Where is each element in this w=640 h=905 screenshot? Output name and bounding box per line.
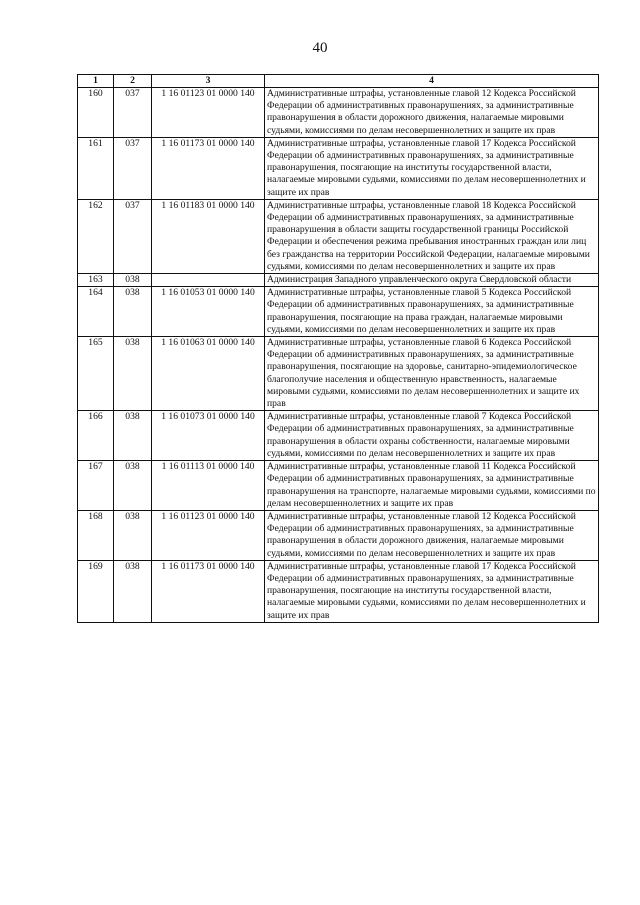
row-number: 162	[78, 199, 114, 273]
kbk-code: 1 16 01113 01 0000 140	[152, 461, 265, 511]
admin-code: 037	[114, 137, 152, 199]
revenue-description: Административные штрафы, установленные главой 17 Кодекса Российской Федерации об административных правонарушениях, за административные правонарушения, посягающие на институты государственной власти, налагаемые мировыми судьями, комиссиями по делам несовершеннолетних и защите их прав	[265, 137, 599, 199]
kbk-code: 1 16 01063 01 0000 140	[152, 337, 265, 411]
revenue-description: Административные штрафы, установленные главой 12 Кодекса Российской Федерации об административных правонарушениях, за административные правонарушения в области дорожного движения, налагаемые мировыми судьями, комиссиями по делам несовершеннолетних и защите их прав	[265, 510, 599, 560]
row-number: 169	[78, 560, 114, 622]
kbk-code: 1 16 01173 01 0000 140	[152, 137, 265, 199]
table-row	[78, 199, 599, 273]
revenue-description: Административные штрафы, установленные главой 11 Кодекса Российской Федерации об административных правонарушениях, за административные правонарушения на транспорте, налагаемые мировыми судьями, комиссиями по делам несовершеннолетних и защите их прав	[265, 461, 599, 511]
header-col-4: 4	[265, 75, 599, 88]
admin-code: 038	[114, 560, 152, 622]
table-row	[78, 411, 599, 461]
kbk-code: 1 16 01183 01 0000 140	[152, 199, 265, 273]
revenue-table	[77, 74, 599, 623]
revenue-description: Административные штрафы, установленные главой 6 Кодекса Российской Федерации об административных правонарушениях, за административные правонарушения, посягающие на здоровье, санитарно-эпидемиологическое благополучие населения и общественную нравственность, налагаемые мировыми судьями, комиссиями по делам несовершеннолетних и защите их прав	[265, 337, 599, 411]
admin-code: 038	[114, 510, 152, 560]
row-number: 161	[78, 137, 114, 199]
table-row	[78, 274, 599, 287]
header-col-2: 2	[114, 75, 152, 88]
table-row	[78, 88, 599, 138]
revenue-description: Административные штрафы, установленные главой 17 Кодекса Российской Федерации об административных правонарушениях, за административные правонарушения, посягающие на институты государственной власти, налагаемые мировыми судьями, комиссиями по делам несовершеннолетних и защите их прав	[265, 560, 599, 622]
admin-code: 038	[114, 411, 152, 461]
revenue-description: Административные штрафы, установленные главой 12 Кодекса Российской Федерации об административных правонарушениях, за административные правонарушения в области дорожного движения, налагаемые мировыми судьями, комиссиями по делам несовершеннолетних и защите их прав	[265, 88, 599, 138]
kbk-code: 1 16 01123 01 0000 140	[152, 510, 265, 560]
administrator-name: Администрация Западного управленческого округа Свердловской области	[265, 274, 599, 287]
row-number: 163	[78, 274, 114, 287]
row-number: 165	[78, 337, 114, 411]
revenue-description: Административные штрафы, установленные главой 5 Кодекса Российской Федерации об административных правонарушениях, за административные правонарушения, посягающие на права граждан, налагаемые мировыми судьями, комиссиями по делам несовершеннолетних и защите их прав	[265, 287, 599, 337]
kbk-code: 1 16 01123 01 0000 140	[152, 88, 265, 138]
kbk-code: 1 16 01173 01 0000 140	[152, 560, 265, 622]
kbk-code	[152, 274, 265, 287]
header-row	[78, 75, 599, 88]
row-number: 160	[78, 88, 114, 138]
row-number: 168	[78, 510, 114, 560]
row-number: 167	[78, 461, 114, 511]
row-number: 166	[78, 411, 114, 461]
table-row	[78, 510, 599, 560]
kbk-code: 1 16 01053 01 0000 140	[152, 287, 265, 337]
admin-code: 038	[114, 461, 152, 511]
admin-code: 037	[114, 88, 152, 138]
header-col-1: 1	[78, 75, 114, 88]
revenue-description: Административные штрафы, установленные главой 7 Кодекса Российской Федерации об административных правонарушениях, за административные правонарушения в области охраны собственности, налагаемые мировыми судьями, комиссиями по делам несовершеннолетних и защите их прав	[265, 411, 599, 461]
revenue-description: Административные штрафы, установленные главой 18 Кодекса Российской Федерации об административных правонарушениях, за административные правонарушения в области защиты государственной границы Российской Федерации и обеспечения режима пребывания иностранных граждан или лиц без гражданства на территории Российской Федерации, налагаемые мировыми судьями, комиссиями по делам несовершеннолетних и защите их прав	[265, 199, 599, 273]
table-row	[78, 461, 599, 511]
table-row	[78, 287, 599, 337]
row-number: 164	[78, 287, 114, 337]
kbk-code: 1 16 01073 01 0000 140	[152, 411, 265, 461]
admin-code: 037	[114, 199, 152, 273]
header-col-3: 3	[152, 75, 265, 88]
admin-code: 038	[114, 337, 152, 411]
admin-code: 038	[114, 274, 152, 287]
table-row	[78, 137, 599, 199]
table-row	[78, 337, 599, 411]
page-number: 40	[312, 40, 328, 56]
table-row	[78, 560, 599, 622]
admin-code: 038	[114, 287, 152, 337]
